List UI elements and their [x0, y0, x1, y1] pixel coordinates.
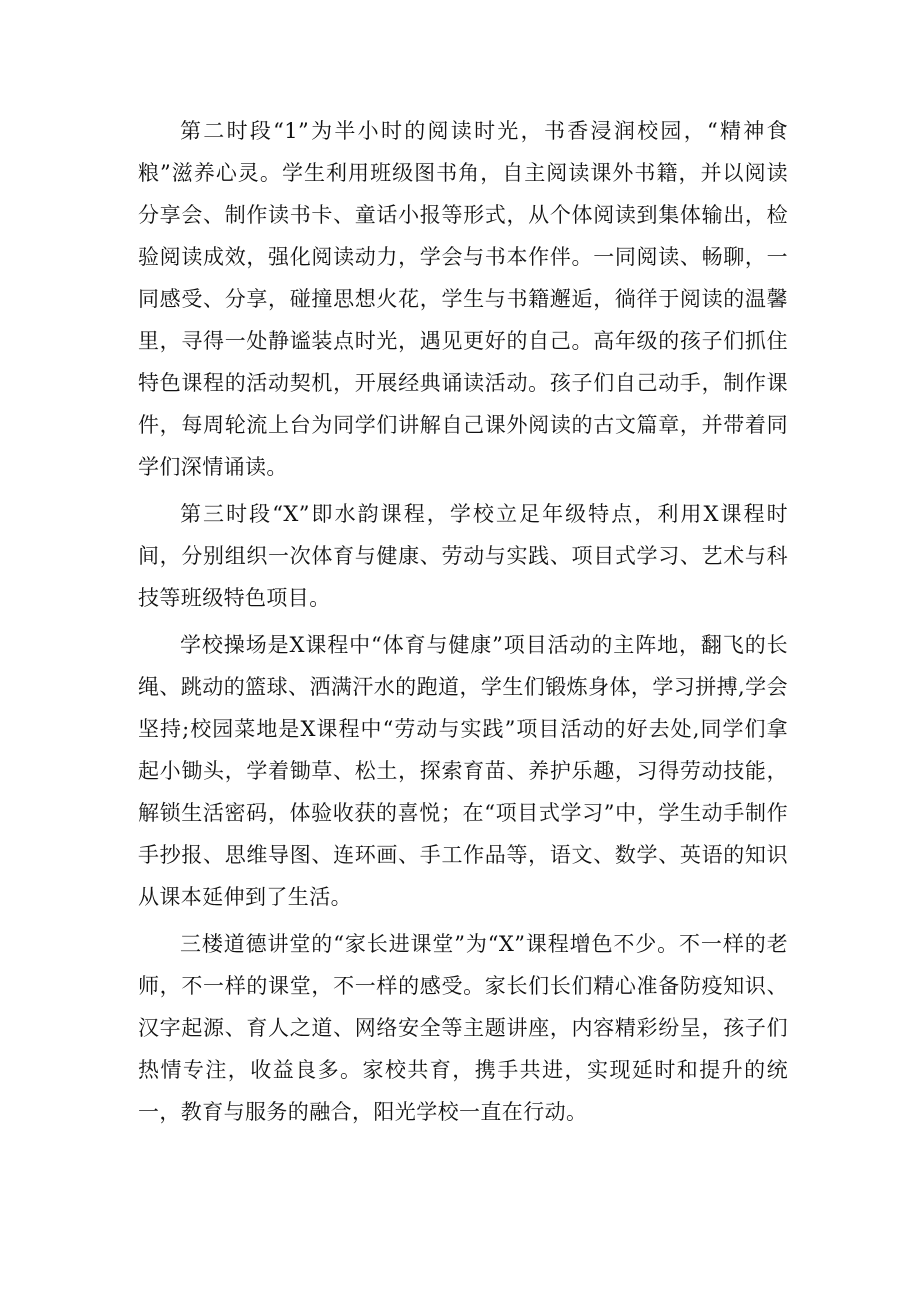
- paragraph-x-course: 第三时段“X”即水韵课程，学校立足年级特点，利用X课程时间，分别组织一次体育与健康、劳动与实践、项目式学习、艺术与科技等班级特色项目。: [138, 502, 788, 610]
- paragraph-parents-class: 三楼道德讲堂的“家长进课堂”为“X”课程增色不少。不一样的老师，不一样的课堂，不一样的感受。家长们长们精心准备防疫知识、汉字起源、育人之道、网络安全等主题讲座，内容精彩纷呈，孩子们热情专注，收益良多。家校共育，携手共进，实现延时和提升的统一，教育与服务的融合，阳光学校一直在行动。: [138, 932, 788, 1124]
- paragraph-playground-garden: 学校操场是X课程中“体育与健康”项目活动的主阵地，翻飞的长绳、跳动的篮球、洒满汗水的跑道，学生们锻炼身体，学习拼搏,学会坚持;校园菜地是X课程中“劳动与实践”项目活动的好去处,同学们拿起小锄头，学着锄草、松土，探索育苗、养护乐趣，习得劳动技能，解锁生活密码，体验收获的喜悦；在“项目式学习”中，学生动手制作手抄报、思维导图、连环画、手工作品等，语文、数学、英语的知识从课本延伸到了生活。: [138, 633, 788, 909]
- document-body: [138, 110, 788, 1138]
- paragraph-reading-period: 第二时段“1”为半小时的阅读时光，书香浸润校园，“精神食粮”滋养心灵。学生利用班级图书角，自主阅读课外书籍，并以阅读分享会、制作读书卡、童话小报等形式，从个体阅读到集体输出，检验阅读成效，强化阅读动力，学会与书本作伴。一同阅读、畅聊，一同感受、分享，碰撞思想火花，学生与书籍邂逅，徜徉于阅读的温馨里，寻得一处静谧装点时光，遇见更好的自己。高年级的孩子们抓住特色课程的活动契机，开展经典诵读活动。孩子们自己动手，制作课件，每周轮流上台为同学们讲解自己课外阅读的古文篇章，并带着同学们深情诵读。: [138, 119, 788, 479]
